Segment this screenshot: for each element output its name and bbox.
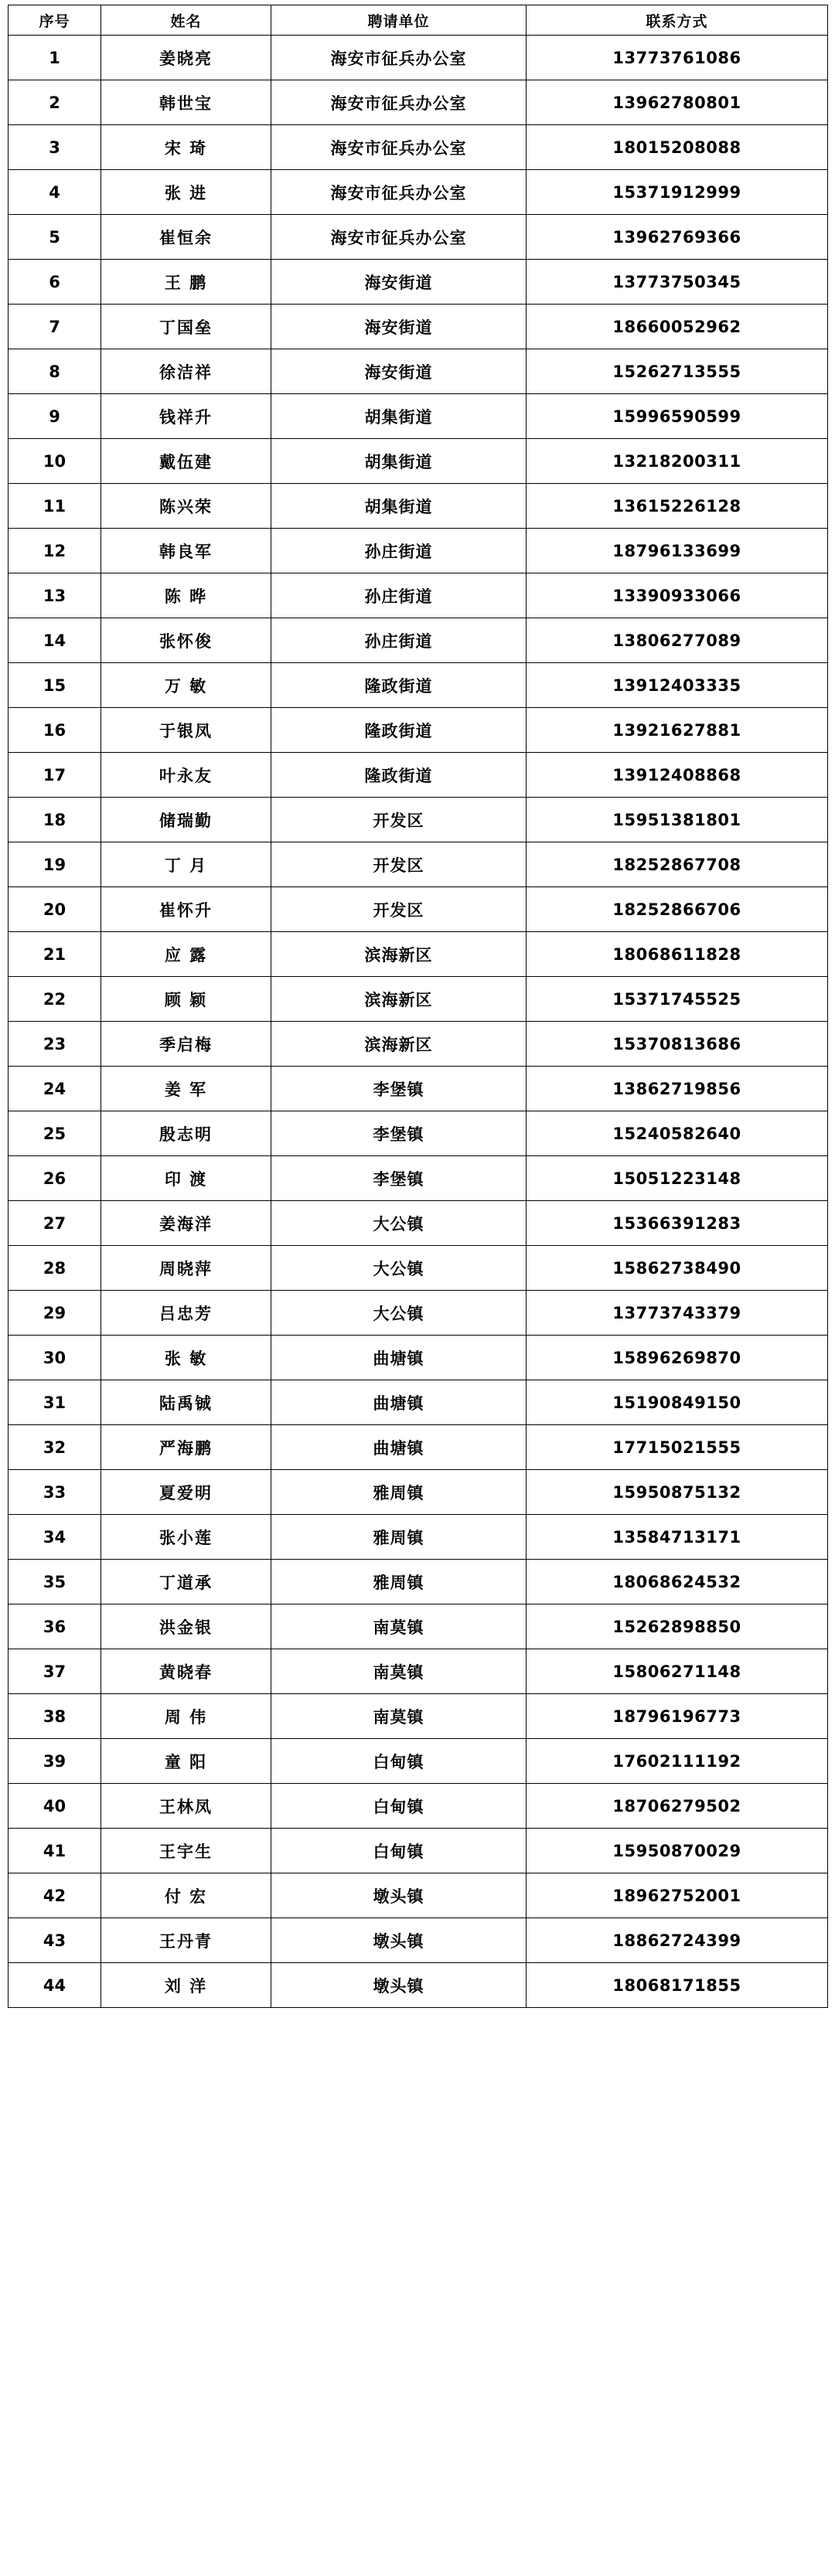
table-row (9, 1425, 828, 1470)
cell-phone: 13390933066 (527, 573, 828, 618)
cell-unit: 胡集街道 (271, 484, 527, 529)
cell-unit: 孙庄街道 (271, 618, 527, 663)
cell-phone: 18962752001 (527, 1873, 828, 1918)
table-row (9, 932, 828, 977)
cell-index: 18 (9, 798, 101, 842)
cell-name: 张小莲 (101, 1515, 271, 1560)
cell-unit: 开发区 (271, 842, 527, 887)
cell-name: 周 伟 (101, 1694, 271, 1739)
table-row (9, 1156, 828, 1201)
cell-index: 7 (9, 305, 101, 349)
cell-phone: 13615226128 (527, 484, 828, 529)
table-row (9, 842, 828, 887)
table-row (9, 1694, 828, 1739)
cell-name: 张 敏 (101, 1336, 271, 1380)
table-row (9, 1784, 828, 1829)
cell-name: 钱祥升 (101, 394, 271, 439)
table-row (9, 1963, 828, 2008)
cell-name: 夏爱明 (101, 1470, 271, 1515)
table-row (9, 529, 828, 573)
cell-unit: 白甸镇 (271, 1784, 527, 1829)
cell-phone: 18706279502 (527, 1784, 828, 1829)
cell-phone: 13962769366 (527, 215, 828, 260)
cell-index: 13 (9, 573, 101, 618)
cell-index: 29 (9, 1291, 101, 1336)
cell-index: 4 (9, 170, 101, 215)
table-row (9, 663, 828, 708)
cell-phone: 13773743379 (527, 1291, 828, 1336)
table-row (9, 349, 828, 394)
cell-index: 33 (9, 1470, 101, 1515)
column-header-index: 序号 (9, 5, 101, 36)
cell-unit: 海安市征兵办公室 (271, 80, 527, 125)
table-row (9, 1201, 828, 1246)
table-row (9, 484, 828, 529)
cell-index: 28 (9, 1246, 101, 1291)
cell-name: 黄晓春 (101, 1649, 271, 1694)
cell-unit: 雅周镇 (271, 1560, 527, 1604)
table-row (9, 753, 828, 798)
cell-name: 陈 晔 (101, 573, 271, 618)
cell-phone: 18660052962 (527, 305, 828, 349)
cell-phone: 13773750345 (527, 260, 828, 305)
cell-unit: 雅周镇 (271, 1470, 527, 1515)
cell-unit: 滨海新区 (271, 1022, 527, 1067)
cell-name: 王宇生 (101, 1829, 271, 1873)
cell-index: 11 (9, 484, 101, 529)
cell-name: 宋 琦 (101, 125, 271, 170)
cell-name: 万 敏 (101, 663, 271, 708)
cell-index: 2 (9, 80, 101, 125)
cell-unit: 孙庄街道 (271, 573, 527, 618)
cell-name: 陆禹铖 (101, 1380, 271, 1425)
cell-unit: 李堡镇 (271, 1156, 527, 1201)
cell-index: 20 (9, 887, 101, 932)
cell-unit: 大公镇 (271, 1201, 527, 1246)
cell-index: 34 (9, 1515, 101, 1560)
cell-name: 应 露 (101, 932, 271, 977)
table-row (9, 394, 828, 439)
cell-phone: 15240582640 (527, 1111, 828, 1156)
cell-unit: 大公镇 (271, 1246, 527, 1291)
cell-index: 12 (9, 529, 101, 573)
table-header-row (9, 5, 828, 36)
cell-index: 40 (9, 1784, 101, 1829)
cell-unit: 曲塘镇 (271, 1380, 527, 1425)
cell-index: 15 (9, 663, 101, 708)
table-row (9, 1246, 828, 1291)
cell-name: 姜 军 (101, 1067, 271, 1111)
cell-name: 印 渡 (101, 1156, 271, 1201)
cell-name: 姜晓亮 (101, 36, 271, 80)
cell-index: 10 (9, 439, 101, 484)
cell-phone: 15951381801 (527, 798, 828, 842)
cell-phone: 13912403335 (527, 663, 828, 708)
cell-phone: 18796133699 (527, 529, 828, 573)
table-row (9, 798, 828, 842)
cell-phone: 15862738490 (527, 1246, 828, 1291)
table-row (9, 1560, 828, 1604)
cell-name: 叶永友 (101, 753, 271, 798)
cell-unit: 雅周镇 (271, 1515, 527, 1560)
table-header (9, 5, 828, 36)
table-row (9, 1829, 828, 1873)
cell-name: 付 宏 (101, 1873, 271, 1918)
cell-unit: 孙庄街道 (271, 529, 527, 573)
cell-name: 王林凤 (101, 1784, 271, 1829)
cell-phone: 15366391283 (527, 1201, 828, 1246)
table-row (9, 170, 828, 215)
cell-unit: 白甸镇 (271, 1739, 527, 1784)
table-row (9, 1873, 828, 1918)
cell-phone: 18796196773 (527, 1694, 828, 1739)
cell-unit: 滨海新区 (271, 977, 527, 1022)
cell-phone: 15051223148 (527, 1156, 828, 1201)
cell-phone: 18068171855 (527, 1963, 828, 2008)
cell-phone: 15262898850 (527, 1604, 828, 1649)
cell-index: 9 (9, 394, 101, 439)
cell-unit: 南莫镇 (271, 1694, 527, 1739)
table-row (9, 1515, 828, 1560)
cell-name: 殷志明 (101, 1111, 271, 1156)
cell-phone: 13806277089 (527, 618, 828, 663)
cell-unit: 海安街道 (271, 260, 527, 305)
table-row (9, 305, 828, 349)
table-row (9, 1649, 828, 1694)
cell-index: 31 (9, 1380, 101, 1425)
cell-index: 36 (9, 1604, 101, 1649)
column-header-name: 姓名 (101, 5, 271, 36)
cell-phone: 15950875132 (527, 1470, 828, 1515)
recruitment-contact-table (8, 5, 828, 2008)
table-row (9, 1739, 828, 1784)
cell-name: 顾 颖 (101, 977, 271, 1022)
cell-index: 16 (9, 708, 101, 753)
cell-index: 23 (9, 1022, 101, 1067)
table-row (9, 1470, 828, 1515)
cell-phone: 13921627881 (527, 708, 828, 753)
cell-name: 王丹青 (101, 1918, 271, 1963)
cell-index: 43 (9, 1918, 101, 1963)
cell-name: 陈兴荣 (101, 484, 271, 529)
table-row (9, 1380, 828, 1425)
cell-name: 张怀俊 (101, 618, 271, 663)
cell-unit: 隆政街道 (271, 663, 527, 708)
cell-name: 韩世宝 (101, 80, 271, 125)
cell-unit: 海安街道 (271, 349, 527, 394)
cell-name: 徐洁祥 (101, 349, 271, 394)
cell-index: 44 (9, 1963, 101, 2008)
cell-phone: 15371745525 (527, 977, 828, 1022)
cell-name: 丁道承 (101, 1560, 271, 1604)
cell-unit: 李堡镇 (271, 1067, 527, 1111)
cell-index: 37 (9, 1649, 101, 1694)
cell-name: 崔怀升 (101, 887, 271, 932)
cell-phone: 15950870029 (527, 1829, 828, 1873)
cell-unit: 曲塘镇 (271, 1336, 527, 1380)
cell-index: 17 (9, 753, 101, 798)
cell-unit: 大公镇 (271, 1291, 527, 1336)
cell-unit: 墩头镇 (271, 1918, 527, 1963)
cell-phone: 18015208088 (527, 125, 828, 170)
cell-index: 8 (9, 349, 101, 394)
table-row (9, 977, 828, 1022)
table-row (9, 1336, 828, 1380)
table-body (9, 36, 828, 2008)
cell-phone: 13962780801 (527, 80, 828, 125)
cell-unit: 开发区 (271, 798, 527, 842)
cell-name: 崔恒余 (101, 215, 271, 260)
table-row (9, 1918, 828, 1963)
cell-phone: 13773761086 (527, 36, 828, 80)
cell-index: 24 (9, 1067, 101, 1111)
cell-phone: 15370813686 (527, 1022, 828, 1067)
table-row (9, 439, 828, 484)
cell-phone: 15896269870 (527, 1336, 828, 1380)
cell-phone: 17715021555 (527, 1425, 828, 1470)
cell-name: 周晓萍 (101, 1246, 271, 1291)
cell-unit: 海安市征兵办公室 (271, 215, 527, 260)
cell-unit: 胡集街道 (271, 439, 527, 484)
table-row (9, 1111, 828, 1156)
cell-index: 22 (9, 977, 101, 1022)
cell-index: 42 (9, 1873, 101, 1918)
cell-index: 30 (9, 1336, 101, 1380)
table-row (9, 887, 828, 932)
cell-phone: 18252866706 (527, 887, 828, 932)
cell-name: 丁国垒 (101, 305, 271, 349)
cell-unit: 海安市征兵办公室 (271, 170, 527, 215)
cell-name: 丁 月 (101, 842, 271, 887)
cell-name: 童 阳 (101, 1739, 271, 1784)
cell-index: 6 (9, 260, 101, 305)
cell-phone: 15371912999 (527, 170, 828, 215)
cell-phone: 18252867708 (527, 842, 828, 887)
cell-unit: 胡集街道 (271, 394, 527, 439)
cell-name: 储瑞勤 (101, 798, 271, 842)
table-row (9, 1067, 828, 1111)
cell-phone: 18068611828 (527, 932, 828, 977)
cell-index: 26 (9, 1156, 101, 1201)
cell-phone: 18862724399 (527, 1918, 828, 1963)
cell-unit: 海安市征兵办公室 (271, 125, 527, 170)
cell-name: 张 进 (101, 170, 271, 215)
cell-index: 38 (9, 1694, 101, 1739)
cell-phone: 15262713555 (527, 349, 828, 394)
cell-phone: 15190849150 (527, 1380, 828, 1425)
cell-unit: 李堡镇 (271, 1111, 527, 1156)
column-header-phone: 联系方式 (527, 5, 828, 36)
cell-index: 14 (9, 618, 101, 663)
cell-unit: 隆政街道 (271, 753, 527, 798)
cell-name: 严海鹏 (101, 1425, 271, 1470)
cell-name: 于银凤 (101, 708, 271, 753)
table-row (9, 215, 828, 260)
cell-phone: 13218200311 (527, 439, 828, 484)
cell-index: 32 (9, 1425, 101, 1470)
cell-index: 25 (9, 1111, 101, 1156)
cell-name: 姜海洋 (101, 1201, 271, 1246)
table-row (9, 1291, 828, 1336)
cell-name: 王 鹏 (101, 260, 271, 305)
cell-unit: 南莫镇 (271, 1604, 527, 1649)
cell-unit: 隆政街道 (271, 708, 527, 753)
cell-name: 洪金银 (101, 1604, 271, 1649)
cell-index: 41 (9, 1829, 101, 1873)
table-row (9, 573, 828, 618)
cell-index: 39 (9, 1739, 101, 1784)
table-row (9, 125, 828, 170)
cell-unit: 海安市征兵办公室 (271, 36, 527, 80)
cell-name: 韩良军 (101, 529, 271, 573)
cell-unit: 海安街道 (271, 305, 527, 349)
cell-phone: 15806271148 (527, 1649, 828, 1694)
cell-phone: 15996590599 (527, 394, 828, 439)
cell-phone: 13862719856 (527, 1067, 828, 1111)
cell-name: 戴伍建 (101, 439, 271, 484)
table-row (9, 708, 828, 753)
cell-unit: 滨海新区 (271, 932, 527, 977)
cell-unit: 南莫镇 (271, 1649, 527, 1694)
cell-index: 1 (9, 36, 101, 80)
cell-unit: 墩头镇 (271, 1963, 527, 2008)
cell-name: 刘 洋 (101, 1963, 271, 2008)
cell-phone: 17602111192 (527, 1739, 828, 1784)
cell-name: 季启梅 (101, 1022, 271, 1067)
table-row (9, 80, 828, 125)
cell-index: 21 (9, 932, 101, 977)
cell-unit: 曲塘镇 (271, 1425, 527, 1470)
table-row (9, 260, 828, 305)
cell-index: 19 (9, 842, 101, 887)
cell-index: 3 (9, 125, 101, 170)
table-row (9, 1022, 828, 1067)
cell-unit: 白甸镇 (271, 1829, 527, 1873)
column-header-unit: 聘请单位 (271, 5, 527, 36)
table-row (9, 1604, 828, 1649)
cell-index: 27 (9, 1201, 101, 1246)
cell-index: 35 (9, 1560, 101, 1604)
cell-unit: 墩头镇 (271, 1873, 527, 1918)
cell-phone: 13584713171 (527, 1515, 828, 1560)
cell-index: 5 (9, 215, 101, 260)
cell-phone: 18068624532 (527, 1560, 828, 1604)
table-row (9, 36, 828, 80)
cell-unit: 开发区 (271, 887, 527, 932)
table-row (9, 618, 828, 663)
cell-phone: 13912408868 (527, 753, 828, 798)
cell-name: 吕忠芳 (101, 1291, 271, 1336)
